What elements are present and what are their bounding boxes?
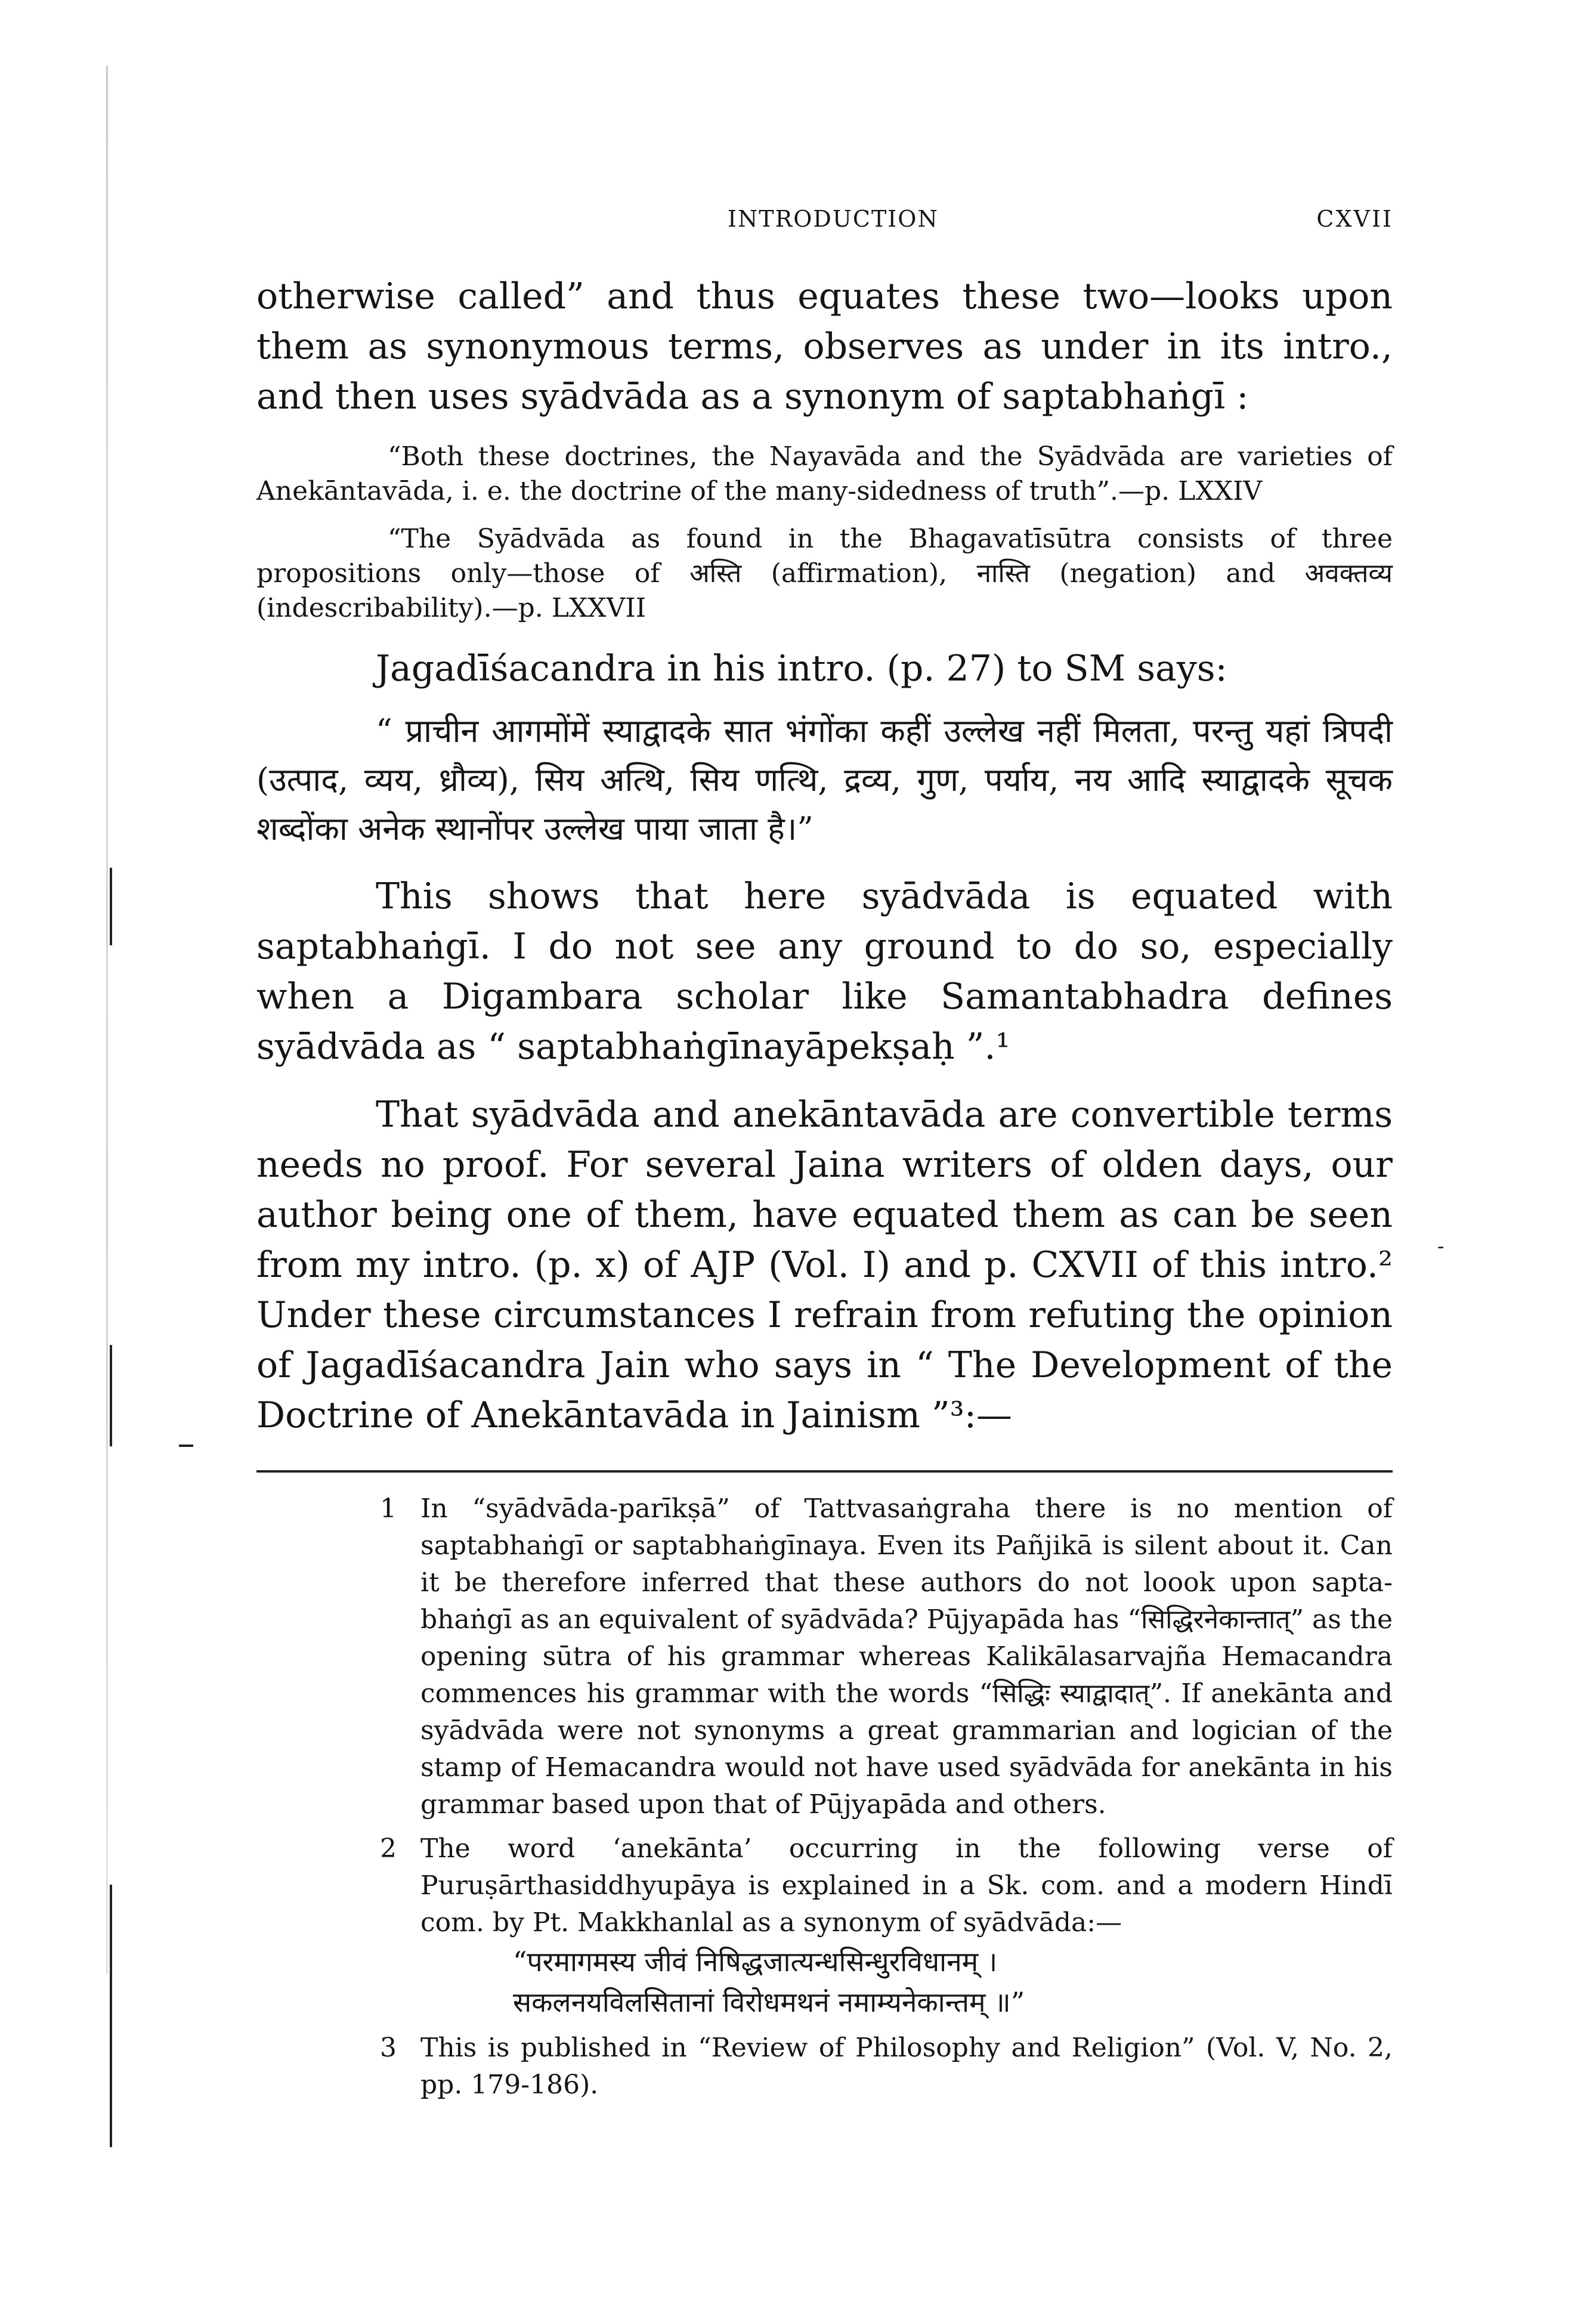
paragraph: Jagadīśacandra in his intro. (p. 27) to SM says: [376,648,1227,689]
page-body [256,271,1393,2104]
scan-edge-shadow [106,66,108,1974]
footnote-rule [256,1470,1393,1473]
footnote [256,1830,1393,1941]
footnote [256,2030,1393,2104]
block-quote: “The Syādvāda as found in the Bhagavatīsūtra consists of three propositions only—those of अस्ति (affirmation), नास्ति (negation) and अवक्तव्य (indescribability).—p. LXXVII [256,524,1393,623]
margin-dash: - [1437,1235,1445,1258]
sanskrit-quote: “ प्राचीन आगमोंमें स्याद्वादके सात भंगोंका कहीं उल्लेख नहीं मिलता, परन्तु यहां त्रिपदी (उत्पाद, व्यय, ध्रौव्य), सिय अत्थि, सिय णत्थि, द्रव्य, गुण, पर्याय, नय आदि स्याद्वादके सूचक शब्दोंका अनेक स्थानोंपर उल्लेख पाया जाता है।” [256,712,1393,848]
verse-line: “परमागमस्य जीवं निषिद्धजात्यन्धसिन्धुरविधानम् । [513,1946,998,1978]
paragraph: That syādvāda and anekāntavāda are convertible terms needs no proof. For several Jaina writers of olden days, our author being one of them, have equated them as can be seen from my intro. (p. x) of AJP (Vol. I) and p. CXVII of this intro.² Under these circumstances I refrain from refuting the opinion of Jagadīśacandra Jain who says in “ The Development of the Doctrine of Anekāntavāda in Jainism ”³:— [256,1094,1393,1436]
verse-line: सकलनयविलसितानां विरोधमथनं नमाम्यनेकान्तम् ॥” [513,1986,1025,2018]
footnote-text: This is published in “Review of Philosophy and Religion” (Vol. V, No. 2, pp. 179-186). [420,2033,1393,2100]
block-quote: “Both these doctrines, the Nayavāda and the Syādvāda are varieties of Anekāntavāda, i. e. the doctrine of the many-sidedness of truth”.—p. LXXIV [256,441,1393,506]
page-number: CXVII [1316,206,1393,232]
footnote-number: 1 [380,1493,397,1524]
footnote-number: 2 [380,1833,397,1864]
margin-mark [179,1445,193,1447]
margin-mark [110,868,112,945]
paragraph: This shows that here syādvāda is equated with saptabhaṅgī. I do not see any ground to do so, especially when a Digambara scholar like Samantabhadra defines syādvāda as “ saptabhaṅgīnayāpekṣaḥ ”.¹ [256,876,1393,1068]
margin-mark [110,1345,112,1446]
footnote-text: In “syādvāda-parīkṣā” of Tattvasaṅgraha there is no mention of saptabhaṅgī or saptabhaṅgīnaya. Even its Pañjikā is silent about it. Can it be therefore inferred that these authors do not loook upon sapta-bhaṅgī as an equivalent of syādvāda? Pūjyapāda has “सिद्धिरनेकान्तात्” as the opening sūtra of his grammar whereas Kalikālasarvajña Hemacandra commences his grammar with the words “सिद्धिः स्याद्वादात्”. If anekānta and syādvāda were not synonyms a great grammarian and logician of the stamp of Hemacandra would not have used syādvāda for anekānta in his grammar based upon that of Pūjyapāda and others. [420,1493,1393,1820]
running-head: INTRODUCTION [728,206,939,232]
paragraph: otherwise called” and thus equates these two—looks upon them as synonymous terms, observes as under in its intro., and then uses syādvāda as a synonym of saptabhaṅgī : [256,276,1393,417]
footnote-text: The word ‘anekānta’ occurring in the following verse of Puruṣārthasiddhyupāya is explained in a Sk. com. and a modern Hindī com. by Pt. Makkhanlal as a synonym of syādvāda:— [420,1833,1393,1938]
margin-mark [110,1885,112,2147]
footnote-number: 3 [380,2033,397,2063]
footnote [256,1490,1393,1823]
